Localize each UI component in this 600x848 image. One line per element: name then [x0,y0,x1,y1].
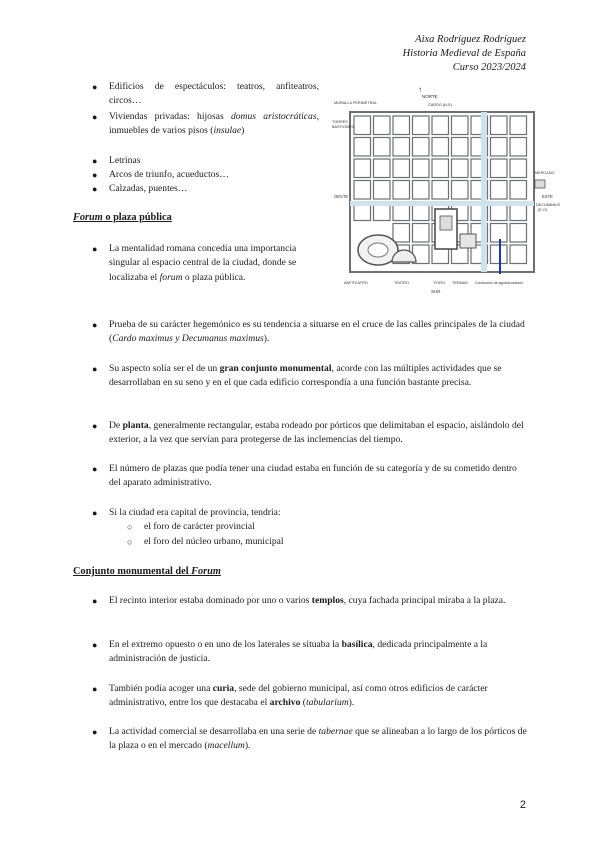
city-block [510,181,527,200]
city-block [510,224,527,243]
bullet-icon: ● [92,82,98,92]
market-shape [535,180,545,188]
city-block [413,224,430,243]
bullet-icon: ● [92,184,98,194]
cardo-label: CARDO (N-S) [428,103,452,107]
city-block [491,138,508,157]
north-arrow-icon: ↑ [418,85,422,94]
bullet-icon: ● [92,508,98,518]
list-item: ● Calzadas, puentes… [109,182,319,196]
east-label: ESTE [542,194,553,199]
page-header [403,33,526,75]
thermae-shape [460,234,476,248]
city-block [491,181,508,200]
paragraph-bullet: ● Si la ciudad era capital de provincia, tendría: [109,506,529,520]
decumanus-label: DECUMANUS [536,203,560,207]
bullet-icon: ● [92,464,98,474]
paragraph-bullet: ● Su aspecto solía ser el de un gran conjunto monumental, acorde con las múltiples actividades que se desarrollaban en su seno y en el que cada edificio correspondía a una función bastante precisa. [92,363,502,389]
paragraph-bullet: ● De planta, generalmente rectangular, estaba rodeado por pórticos que delimitaban el espacio, aislándolo del exterior, a la vez que servían para protegerse de las inclemencias del tiempo. [92,420,524,446]
paragraph-bullet: ● Prueba de su carácter hegemónico es su tendencia a situarse en el cruce de las calles principales de la ciudad (Cardo maximus y Decumanus maximus). [92,319,525,345]
city-block [413,159,430,178]
list-item: ● Letrinas [109,154,319,168]
paragraph-bullet: ● También podía acoger una curia, sede del gobierno municipal, así como otros edificios de carácter administrativo, entre los que destacaba el archivo (tabularium). [92,683,488,709]
city-block [510,116,527,135]
bullet-icon: ● [92,727,98,737]
city-block [432,116,449,135]
city-block [510,159,527,178]
bullet-icon: ● [92,112,98,122]
city-block [374,138,391,157]
list-item: ● Arcos de triunfo, acueductos… [109,168,319,182]
wall-label: MURALLA PERIMETRAL [334,101,378,105]
city-block [393,116,410,135]
decumanus-label-2: (E-O) [538,208,548,212]
bullet-icon: ● [92,596,98,606]
city-block [491,245,508,264]
city-block [452,116,469,135]
circle-bullet-icon: ○ [127,522,133,532]
bullet-icon: ● [92,170,98,180]
city-block [413,181,430,200]
bullet-icon: ● [92,244,98,254]
city-block [432,181,449,200]
city-block [452,159,469,178]
decumanus-street [350,201,534,206]
city-block [452,138,469,157]
city-block [393,159,410,178]
bullet-icon: ● [92,156,98,166]
city-block [354,159,371,178]
city-block [393,138,410,157]
city-block [491,159,508,178]
bullet-icon: ● [92,640,98,650]
subject-name: Historia Medieval de España [402,48,526,59]
bastions-label: BASTIONES [332,125,354,129]
aqueduct-label: Conducción de agua/Acueducto [475,281,524,285]
thermae-label: TERMAS [452,281,468,285]
roman-city-plan-figure [330,84,560,296]
city-block [374,116,391,135]
city-block [354,181,371,200]
city-block [354,138,371,157]
bullet-icon: ● [92,421,98,431]
theatre-label: TEATRO [394,281,410,285]
market-label: MERCADO [535,171,555,175]
city-block [510,138,527,157]
bullet-icon: ● [92,320,98,330]
sub-list-item: ○ el foro de carácter provincial [144,520,524,534]
paragraph-bullet: ● En el extremo opuesto o en uno de los laterales se situaba la basílica, dedicada principalmente a la administración de justicia. [92,639,488,665]
forum-label: FORO [434,281,445,285]
amphitheatre-label: ANFITEATRO [344,281,368,285]
city-block [374,159,391,178]
city-block [354,116,371,135]
page-number: 2 [519,799,526,811]
paragraph-bullet: ● El recinto interior estaba dominado por uno o varios templos, cuya fachada principal miraba a la plaza. [109,594,529,608]
section-title-conjunto: Conjunto monumental del Forum [73,566,221,577]
author-name: Aixa Rodríguez Rodríguez [415,34,526,45]
sub-list-item: ○ el foro del núcleo urbano, municipal [144,535,524,549]
course-year: Curso 2023/2024 [452,62,526,73]
city-block [491,116,508,135]
list-item: ● Edificios de espectáculos: teatros, anfiteatros, circos… [92,81,319,107]
city-block [393,181,410,200]
paragraph-bullet: ● El número de plazas que podía tener una ciudad estaba en función de su categoría y de su cometido dentro del aparato administrativo. [92,463,517,489]
city-block [432,138,449,157]
city-block [491,224,508,243]
south-label: SUR [431,289,441,294]
bullet-icon: ● [92,364,98,374]
city-block [393,224,410,243]
north-label: NORTE [422,94,438,99]
west-label: OESTE [334,194,349,199]
city-block [374,181,391,200]
cardo-street [481,112,487,272]
city-block [413,116,430,135]
paragraph-bullet: ● La actividad comercial se desarrollaba en una serie de tabernae que se alineaban a lo largo de los pórticos de la plaza o en el mercado (macellum). [92,726,527,752]
section-title-forum: Forum o plaza pública [73,212,172,223]
city-block [510,245,527,264]
towers-label: TORRES [332,120,348,124]
circle-bullet-icon: ○ [127,537,133,547]
bullet-icon: ● [92,684,98,694]
city-block [452,181,469,200]
city-block [413,138,430,157]
list-item: ● Viviendas privadas: hijosas domus aristocráticas, inmuebles de varios pisos (insulae) [92,111,319,137]
paragraph-bullet: ● La mentalidad romana concedía una importancia singular al espacio central de la ciudad, donde se localizaba el forum o plaza pública. [92,243,297,283]
city-block [432,159,449,178]
